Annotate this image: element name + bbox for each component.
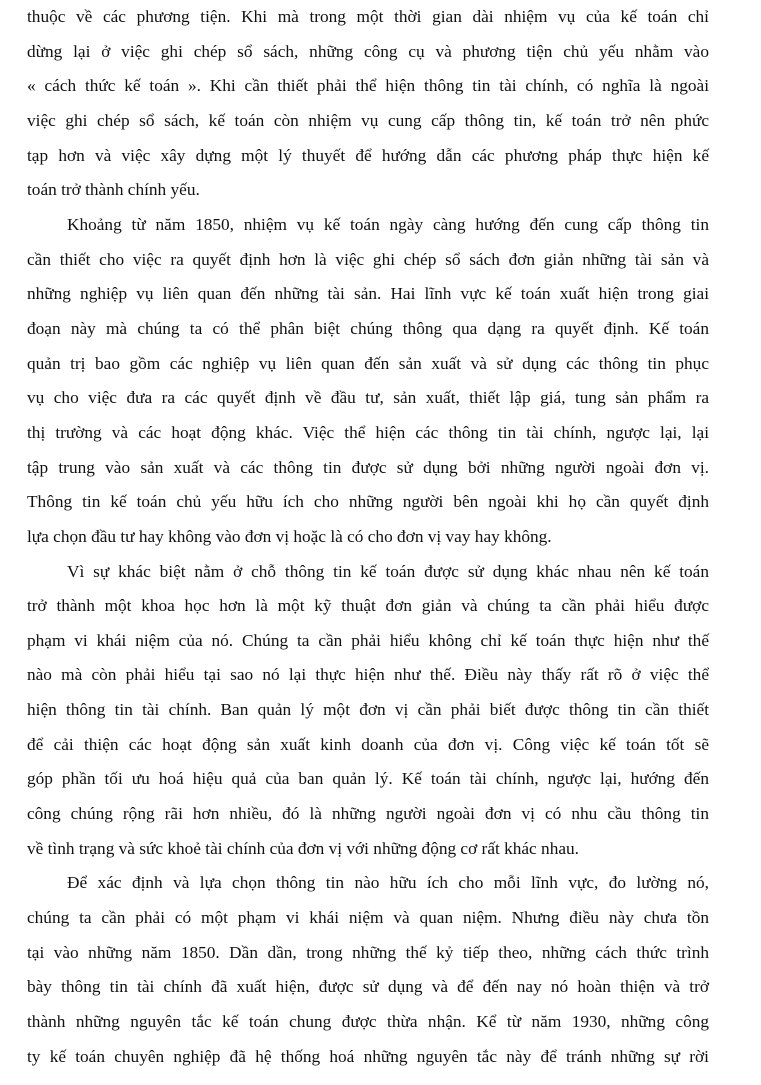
text-line: Để xác định và lựa chọn thông tin nào hữu ích cho mỗi lĩnh vực, đo lường nó, [67,873,709,893]
text-line: việc ghi chép sổ sách, kế toán còn nhiệm vụ cung cấp thông tin, kế toán trở nên phức [27,110,709,130]
text-line: hiện thông tin tài chính. Ban quản lý một đơn vị cần phải biết được thông tin cần thiết [27,700,709,720]
text-line: toán trở thành chính yếu. [27,180,200,200]
text-line: những nghiệp vụ liên quan đến những tài sản. Hai lĩnh vực kế toán xuất hiện trong giai [27,284,709,304]
paragraph-2 [27,208,709,555]
text-line: thuộc về các phương tiện. Khi mà trong một thời gian dài nhiệm vụ của kế toán chỉ [27,7,709,26]
text-line: tạp hơn và việc xây dựng một lý thuyết để hướng dẫn các phương pháp thực hiện kế [27,145,709,165]
text-line: tập trung vào sản xuất và các thông tin được sử dụng bởi những người ngoài đơn vị. [27,457,709,477]
text-line: ty kế toán chuyên nghiệp đã hệ thống hoá những nguyên tắc này để tránh những sự rời [27,1046,709,1066]
text-line: để cải thiện các hoạt động sản xuất kinh doanh của đơn vị. Công việc kế toán tốt sẽ [27,734,709,754]
text-line: lựa chọn đầu tư hay không vào đơn vị hoặc là có cho đơn vị vay hay không. [27,526,552,546]
text-line: Khoảng từ năm 1850, nhiệm vụ kế toán ngày càng hướng đến cung cấp thông tin [67,214,709,234]
document-page [27,0,709,1074]
paragraph-3 [27,555,709,867]
text-line: bày thông tin tài chính đã xuất hiện, được sử dụng và để đến nay nó hoàn thiện và trở [27,977,709,997]
text-line: Thông tin kế toán chủ yếu hữu ích cho những người bên ngoài khi họ cần quyết định [27,492,709,512]
text-line: phạm vi khái niệm của nó. Chúng ta cần phải hiểu không chỉ kế toán thực hiện như thế [27,630,709,650]
text-line: về tình trạng và sức khoẻ tài chính của đơn vị với những động cơ rất khác nhau. [27,838,579,858]
text-line: Vì sự khác biệt nằm ở chỗ thông tin kế toán được sử dụng khác nhau nên kế toán [67,561,709,581]
text-line: cần thiết cho việc ra quyết định hơn là việc ghi chép sổ sách đơn giản những tài sản và [27,249,709,269]
text-line: chúng ta cần phải có một phạm vi khái niệm và quan niệm. Nhưng điều này chưa tồn [27,908,709,928]
text-line: trở thành một khoa học hơn là một kỹ thuật đơn giản và chúng ta cần phải hiểu được [27,596,709,616]
text-line: vụ cho việc đưa ra các quyết định về đầu tư, sản xuất, thiết lập giá, tung sản phẩm ra [27,388,709,408]
text-line: đoạn này mà chúng ta có thể phân biệt chúng thông qua dạng ra quyết định. Kế toán [27,318,709,338]
text-line: dừng lại ở việc ghi chép sổ sách, những công cụ và phương tiện chủ yếu nhằm vào [27,41,709,61]
paragraph-4 [27,866,709,1074]
text-line: công chúng rộng rãi hơn nhiều, đó là những người ngoài đơn vị có nhu cầu thông tin [27,804,709,824]
paragraph-1 [27,0,709,208]
text-line: góp phần tối ưu hoá hiệu quả của ban quản lý. Kế toán tài chính, ngược lại, hướng đến [27,769,709,789]
text-line: nào mà còn phải hiểu tại sao nó lại thực hiện như thế. Điều này thấy rất rõ ở việc thể [27,665,709,685]
text-line: quản trị bao gồm các nghiệp vụ liên quan đến sản xuất và sử dụng các thông tin phục [27,353,709,373]
text-line: thị trường và các hoạt động khác. Việc thể hiện các thông tin tài chính, ngược lại, lại [27,422,709,442]
text-line: « cách thức kế toán ». Khi cần thiết phải thể hiện thông tin tài chính, có nghĩa là ngoài [27,76,709,96]
text-line: thành những nguyên tắc kế toán chung được thừa nhận. Kể từ năm 1930, những công [27,1012,709,1032]
text-line: tại vào những năm 1850. Dần dần, trong những thế kỷ tiếp theo, những cách thức trình [27,942,709,962]
